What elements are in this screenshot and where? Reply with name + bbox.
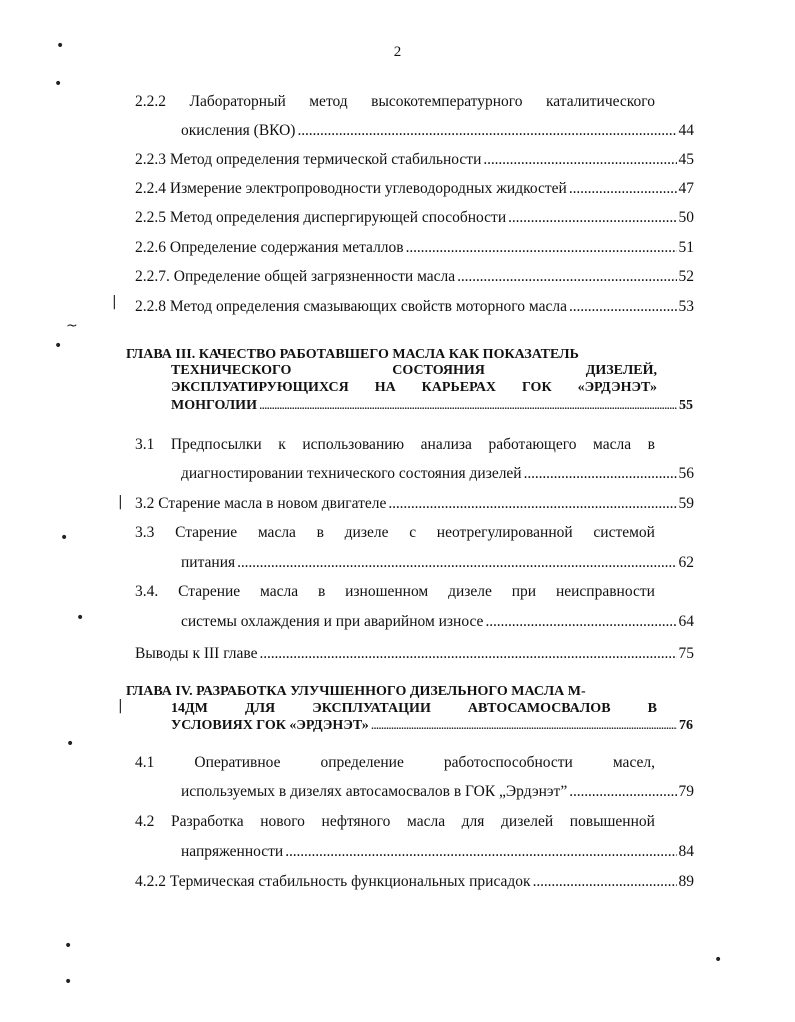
- heading-word: ГОК: [522, 380, 552, 395]
- toc-word: определение: [320, 754, 404, 771]
- toc-word: изношенном: [345, 583, 429, 600]
- toc-entry-2-2-5: [135, 208, 694, 228]
- scan-speck-mark: •: [60, 530, 69, 546]
- heading-word: «ЭРДЭНЭТ»: [577, 380, 657, 395]
- toc-entry-4-1-line2: [181, 782, 694, 802]
- toc-entry-2-2-2-line1: [135, 92, 655, 112]
- scan-speck-mark: •: [54, 76, 63, 92]
- toc-page-number: 50: [678, 209, 694, 226]
- toc-word: 3.4.: [135, 583, 159, 600]
- leader-dots: [260, 644, 677, 664]
- heading-word: СОСТОЯНИЯ: [392, 363, 485, 378]
- toc-page-number: 59: [678, 495, 694, 512]
- leader-dots: [371, 718, 677, 734]
- leader-dots: [285, 842, 676, 862]
- leader-dots: [533, 872, 677, 892]
- toc-page-number: 55: [679, 398, 693, 413]
- toc-word: неисправности: [555, 583, 655, 600]
- leader-dots: [569, 297, 677, 317]
- toc-word: масел,: [612, 754, 655, 771]
- toc-entry-3-4-line1: [135, 582, 655, 602]
- scan-speck-mark: •: [66, 736, 75, 752]
- toc-word: в: [316, 524, 324, 541]
- scan-speck-mark: •: [64, 974, 73, 990]
- leader-dots: [569, 782, 676, 802]
- toc-entry-conclusions-3: [135, 644, 694, 664]
- toc-word: нефтяного: [321, 813, 391, 830]
- heading-word: НА: [374, 380, 396, 395]
- toc-page-number: 53: [678, 298, 694, 315]
- chapter-4-heading-line3: [171, 718, 693, 734]
- toc-entry-3-3-line1: [135, 523, 655, 543]
- chapter-3-heading-line4: [171, 398, 693, 414]
- heading-word: ТЕХНИЧЕСКОГО: [171, 363, 292, 378]
- toc-entry-title: 3.2 Старение масла в новом двигателе: [135, 495, 387, 512]
- leader-dots: [508, 208, 676, 228]
- toc-word: системой: [593, 524, 655, 541]
- toc-word: 3.1: [135, 436, 155, 453]
- heading-word: ЭКСПЛУАТИРУЮЩИХСЯ: [171, 380, 349, 395]
- toc-entry-title: используемых в дизелях автосамосвалов в ГОК „Эрдэнэт”: [181, 783, 568, 800]
- heading-word: УСЛОВИЯХ ГОК «ЭРДЭНЭТ»: [171, 718, 369, 733]
- toc-word: масла: [257, 524, 296, 541]
- toc-entry-4-2-line1: [135, 812, 655, 832]
- toc-word: Старение: [175, 524, 238, 541]
- toc-entry-3-1-line2: [181, 464, 694, 484]
- toc-word: 2.2.2: [135, 93, 166, 110]
- chapter-4-heading-line1: ГЛАВА IV. РАЗРАБОТКА УЛУЧШЕННОГО ДИЗЕЛЬНОГО МАСЛА М-: [126, 684, 586, 699]
- toc-word: дизеле: [448, 583, 492, 600]
- leader-dots: [483, 150, 676, 170]
- toc-word: нового: [260, 813, 305, 830]
- toc-page-number: 47: [678, 180, 694, 197]
- toc-page-number: 62: [678, 554, 694, 571]
- toc-page-number: 64: [678, 613, 694, 630]
- leader-dots: [485, 612, 676, 632]
- toc-word: Старение: [178, 583, 241, 600]
- scan-speck-mark: |: [112, 294, 117, 310]
- toc-word: при: [511, 583, 537, 600]
- toc-word: метод: [309, 93, 348, 110]
- toc-word: дизеле: [344, 524, 389, 541]
- toc-word: Оперативное: [194, 754, 281, 771]
- toc-word: работающего: [488, 436, 577, 453]
- toc-page-number: 76: [679, 718, 693, 733]
- toc-word: с: [409, 524, 417, 541]
- heading-word: КАРЬЕРАХ: [421, 380, 497, 395]
- heading-word: ДИЗЕЛЕЙ,: [585, 363, 657, 378]
- chapter-3-heading-line3: [171, 380, 657, 396]
- toc-entry-title: диагностировании технического состояния дизелей: [181, 465, 522, 482]
- toc-entry-4-1-line1: [135, 753, 655, 773]
- scan-speck-mark: |: [118, 698, 123, 714]
- toc-entry-4-2-line2: [181, 842, 694, 862]
- scan-speck-mark: |: [118, 494, 123, 510]
- toc-entry-3-3-line2: [181, 553, 694, 573]
- toc-word: масла: [260, 583, 299, 600]
- toc-page-number: 52: [678, 268, 694, 285]
- toc-entry-title: системы охлаждения и при аварийном износе: [181, 613, 484, 630]
- toc-word: 3.3: [135, 524, 155, 541]
- toc-page-number: 51: [678, 239, 694, 256]
- leader-dots: [297, 121, 676, 141]
- page-number: 2: [393, 44, 402, 60]
- leader-dots: [457, 267, 676, 287]
- heading-word: МОНГОЛИИ: [171, 398, 257, 413]
- toc-entry-2-2-8: [135, 297, 694, 317]
- toc-word: неотрегулированной: [436, 524, 573, 541]
- heading-word: 14ДМ: [171, 701, 208, 716]
- toc-word: Предпосылки: [170, 436, 262, 453]
- toc-entry-title: 2.2.5 Метод определения диспергирующей способности: [135, 209, 507, 226]
- toc-word: высокотемпературного: [371, 93, 523, 110]
- toc-word: повышенной: [569, 813, 655, 830]
- toc-page-number: 45: [678, 151, 694, 168]
- toc-word: 4.2: [135, 813, 155, 830]
- toc-entry-title: питания: [181, 554, 236, 571]
- toc-entry-title: напряженности: [181, 843, 284, 860]
- toc-entry-2-2-6: [135, 238, 694, 258]
- scan-speck-mark: •: [714, 952, 723, 968]
- toc-entry-2-2-4: [135, 179, 694, 199]
- toc-entry-2-2-3: [135, 150, 694, 170]
- scan-speck-mark: •: [54, 338, 63, 354]
- toc-entry-4-2-2: [135, 872, 694, 892]
- toc-word: к: [278, 436, 286, 453]
- toc-entry-3-2: [135, 494, 694, 514]
- heading-word: ДЛЯ: [244, 701, 276, 716]
- toc-word: анализа: [420, 436, 472, 453]
- leader-dots: [237, 553, 676, 573]
- leader-dots: [524, 464, 677, 484]
- toc-entry-title: окисления (ВКО): [181, 122, 296, 139]
- toc-word: Лабораторный: [189, 93, 286, 110]
- toc-page-number: 84: [678, 843, 694, 860]
- leader-dots: [569, 179, 677, 199]
- heading-word: ЭКСПЛУАТАЦИИ: [312, 701, 431, 716]
- leader-dots: [406, 238, 677, 258]
- toc-entry-title: 2.2.7. Определение общей загрязненности масла: [135, 268, 456, 285]
- toc-word: 4.1: [135, 754, 155, 771]
- chapter-4-heading-line2: [171, 701, 657, 717]
- toc-page-number: 79: [678, 783, 694, 800]
- scan-speck-mark: •: [76, 610, 85, 626]
- toc-entry-3-4-line2: [181, 612, 694, 632]
- toc-entry-2-2-7: [135, 267, 694, 287]
- toc-entry-2-2-2-line2: [181, 121, 694, 141]
- toc-page-number: 44: [678, 122, 694, 139]
- leader-dots: [259, 398, 677, 414]
- toc-word: каталитического: [545, 93, 655, 110]
- toc-word: Разработка: [170, 813, 244, 830]
- toc-word: масла: [407, 813, 446, 830]
- toc-page-number: 75: [678, 645, 694, 662]
- toc-entry-title: 2.2.6 Определение содержания металлов: [135, 239, 404, 256]
- chapter-3-heading-line1: ГЛАВА III. КАЧЕСТВО РАБОТАВШЕГО МАСЛА КАК ПОКАЗАТЕЛЬ: [126, 347, 579, 362]
- scan-speck-mark: ~: [66, 318, 78, 334]
- chapter-3-heading-line2: [171, 363, 657, 379]
- toc-word: в: [317, 583, 326, 600]
- toc-word: масла: [593, 436, 632, 453]
- scan-speck-mark: •: [64, 938, 73, 954]
- leader-dots: [388, 494, 676, 514]
- toc-entry-title: 2.2.8 Метод определения смазывающих свойств моторного масла: [135, 298, 567, 315]
- toc-entry-title: Выводы к III главе: [135, 645, 258, 662]
- heading-word: В: [647, 701, 657, 716]
- toc-word: дизелей: [501, 813, 554, 830]
- heading-word: АВТОСАМОСВАЛОВ: [467, 701, 611, 716]
- toc-entry-title: 2.2.4 Измерение электропроводности углеводородных жидкостей: [135, 180, 567, 197]
- toc-word: в: [647, 436, 655, 453]
- toc-entry-title: 2.2.3 Метод определения термической стабильности: [135, 151, 482, 168]
- toc-word: для: [461, 813, 485, 830]
- toc-word: работоспособности: [443, 754, 573, 771]
- toc-entry-title: 4.2.2 Термическая стабильность функциональных присадок: [135, 873, 531, 890]
- scan-speck-mark: •: [56, 38, 65, 54]
- toc-page-number: 56: [678, 465, 694, 482]
- toc-word: использованию: [302, 436, 405, 453]
- toc-page-number: 89: [678, 873, 694, 890]
- toc-entry-3-1-line1: [135, 435, 655, 455]
